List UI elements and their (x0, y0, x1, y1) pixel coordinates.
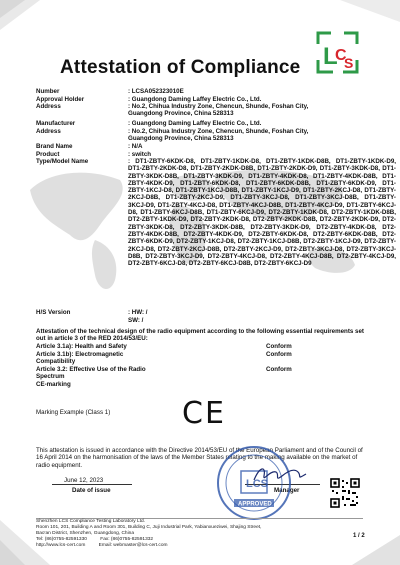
page-number: 1 / 2 (353, 533, 365, 539)
footer-line: Shenzhen LCS Compliance Testing Laboratory Ltd. (36, 519, 145, 524)
field-value: : Guangdong Daming Laffey Electric Co., Ltd. (128, 120, 262, 127)
svg-text:S: S (344, 55, 354, 71)
date-of-issue-value: June 12, 2023 (64, 477, 104, 484)
marking-example: Marking Example (Class 1) (36, 409, 111, 416)
field-value: : DT1-ZBTY-6KDK-D8, DT1-ZBTY-1KDK-D8, DT1-ZBTY-1KDK-D8B, DT1-ZBTY-1KDK-D9, DT1-ZBTY-2KDK-D8, DT1-ZBTY-2KDK-D8B, DT1-ZBTY-2KDK-D9, DT1-ZBTY-3KDK-D8, DT1-ZBTY-3KDK-D8B, DT1-ZBTY-3KDK-D9, DT1-ZBTY-4KDK-D8, DT1-ZBTY-4KDK-D8B, DT1-ZBTY-4KDK-D9, DT1-ZBTY-6KDK-D8, DT1-ZBTY-6KDK-D8B, DT1-ZBTY-6KDK-D9, DT1-ZBTY-1KCJ-D8, DT1-ZBTY-1KCJ-D8B, DT1-ZBTY-1KCJ-D9, DT1-ZBTY-2KCJ-D8, DT1-ZBTY-2KCJ-D8B, DT1-ZBTY-2KCJ-D9, DT1-ZBTY-3KCJ-D8, DT1-ZBTY-3KCJ-D8B, DT1-ZBTY-3KCJ-D9, DT1-ZBTY-4KCJ-D8, DT1-ZBTY-4KCJ-D8B, DT1-ZBTY-4KCJ-D9, DT1-ZBTY-6KCJ-D8, DT1-ZBTY-6KCJ-D8B, DT1-ZBTY-6KCJ-D9, DT2-ZBTY-1KDK-D8, DT2-ZBTY-1KDK-D8B, DT2-ZBTY-1KDK-D9, DT2-ZBTY-2KDK-D8, DT2-ZBTY-2KDK-D8B, DT2-ZBTY-2KDK-D9, DT2-ZBTY-3KDK-D8, DT2-ZBTY-3KDK-D8B, DT2-ZBTY-3KDK-D9, DT2-ZBTY-4KDK-D8, DT2-ZBTY-4KDK-D8B, DT2-ZBTY-4KDK-D9, DT2-ZBTY-6KDK-D8, DT2-ZBTY-6KDK-D8B, DT2-ZBTY-6KDK-D9, DT2-ZBTY-1KCJ-D8, DT2-ZBTY-1KCJ-D8B, DT2-ZBTY-1KCJ-D9, DT2-ZBTY-2KCJ-D8, DT2-ZBTY-2KCJ-D8B, DT2-ZBTY-2KCJ-D9, DT2-ZBTY-3KCJ-D8, DT2-ZBTY-3KCJ-D8B, DT2-ZBTY-3KCJ-D9, DT2-ZBTY-4KCJ-D8, DT2-ZBTY-4KCJ-D8B, DT2-ZBTY-4KCJ-D9, DT2-ZBTY-6KCJ-D8, DT2-ZBTY-6KCJ-D8B, DT2-ZBTY-6KCJ-D9 (128, 158, 396, 268)
corner-ornament-top-left (0, 0, 40, 30)
manager-label: Manager (274, 487, 300, 494)
svg-text:C: C (335, 47, 347, 64)
footer-address (36, 519, 261, 549)
article-name: CE-marking (36, 381, 71, 388)
field-label: Manufacturer (36, 120, 76, 127)
stamp-approved-text: APPROVED (238, 501, 272, 508)
field-label: Approval Holder (36, 95, 85, 103)
field-value: : N/A (128, 143, 143, 150)
footer-line: Tel: (86)0755-82591330 Fax: (86)0755-82591332 (36, 537, 154, 542)
field-value: : No.2, Chihua Industry Zone, Chencun, Shunde, Foshan City, Guangdong Province, China 528313 (128, 127, 309, 142)
field-label: Product (36, 150, 60, 158)
field-value: : Guangdong Daming Laffey Electric Co., Ltd. (128, 95, 262, 103)
manager-signature (250, 462, 310, 486)
directive-statement: This attestation is issued in accordance with the Directive 2014/53/EU of the European Parliament and of the Council of 16 April 2014 on the harmonisation of the laws of the Member States relating to the making available on the market of radio equipment. (36, 447, 363, 469)
sw-version: SW: / (128, 316, 144, 324)
date-underline (52, 484, 132, 485)
corner-ornament-top-right (340, 0, 400, 22)
svg-text:L: L (323, 43, 338, 70)
field-value: : switch (128, 150, 152, 158)
article-status: Conform (266, 343, 292, 350)
ce-mark-text: CE (182, 396, 226, 431)
field-label: H/S Version (36, 309, 71, 316)
page-title: Attestation of Compliance (60, 57, 301, 78)
qr-code (330, 478, 360, 508)
footer-line: http://www.lcs-cert.com Email: webmaster@lcs-cert.com (36, 543, 168, 548)
article-status: Conform (266, 351, 292, 358)
lcs-logo (315, 30, 360, 75)
hw-version: : HW: / (128, 309, 148, 316)
ce-mark (182, 398, 234, 430)
technical-design-statement: Attestation of the technical design of the radio equipment according to the following essential requirements set out in article 3 of the RED 2014/53/EU: (36, 328, 364, 343)
article-name: Article 3.1b): Electromagnetic Compatibility (36, 351, 124, 366)
field-label: Address (36, 103, 61, 110)
field-label: Type/Model Name (36, 158, 89, 165)
stamp-logo-letters: LCS (246, 478, 268, 490)
footer-line: Bao'an District, Shenzhen, Guangdong, China (36, 531, 134, 536)
field-label: Address (36, 127, 61, 135)
article-name: Article 3.2: Effective Use of the Radio Spectrum (36, 366, 146, 381)
corner-ornament-bottom-right (352, 535, 400, 565)
article-name: Article 3.1a): Health and Safety (36, 343, 127, 350)
footer-line: Room 101, 201, Building A and Room 301, Building C, Juji Industrial Park, Yabianxueziwei, Shajing Street, (36, 525, 262, 530)
date-of-issue-label: Date of issue (72, 487, 111, 494)
article-status: Conform (266, 366, 292, 373)
field-value: : LCSA052323010E (128, 88, 184, 95)
field-label: Brand Name (36, 143, 73, 150)
field-value: : No.2, Chihua Industry Zone, Chencun, Shunde, Foshan City, Guangdong Province, China 528313 (128, 103, 309, 118)
field-label: Number (36, 88, 60, 95)
